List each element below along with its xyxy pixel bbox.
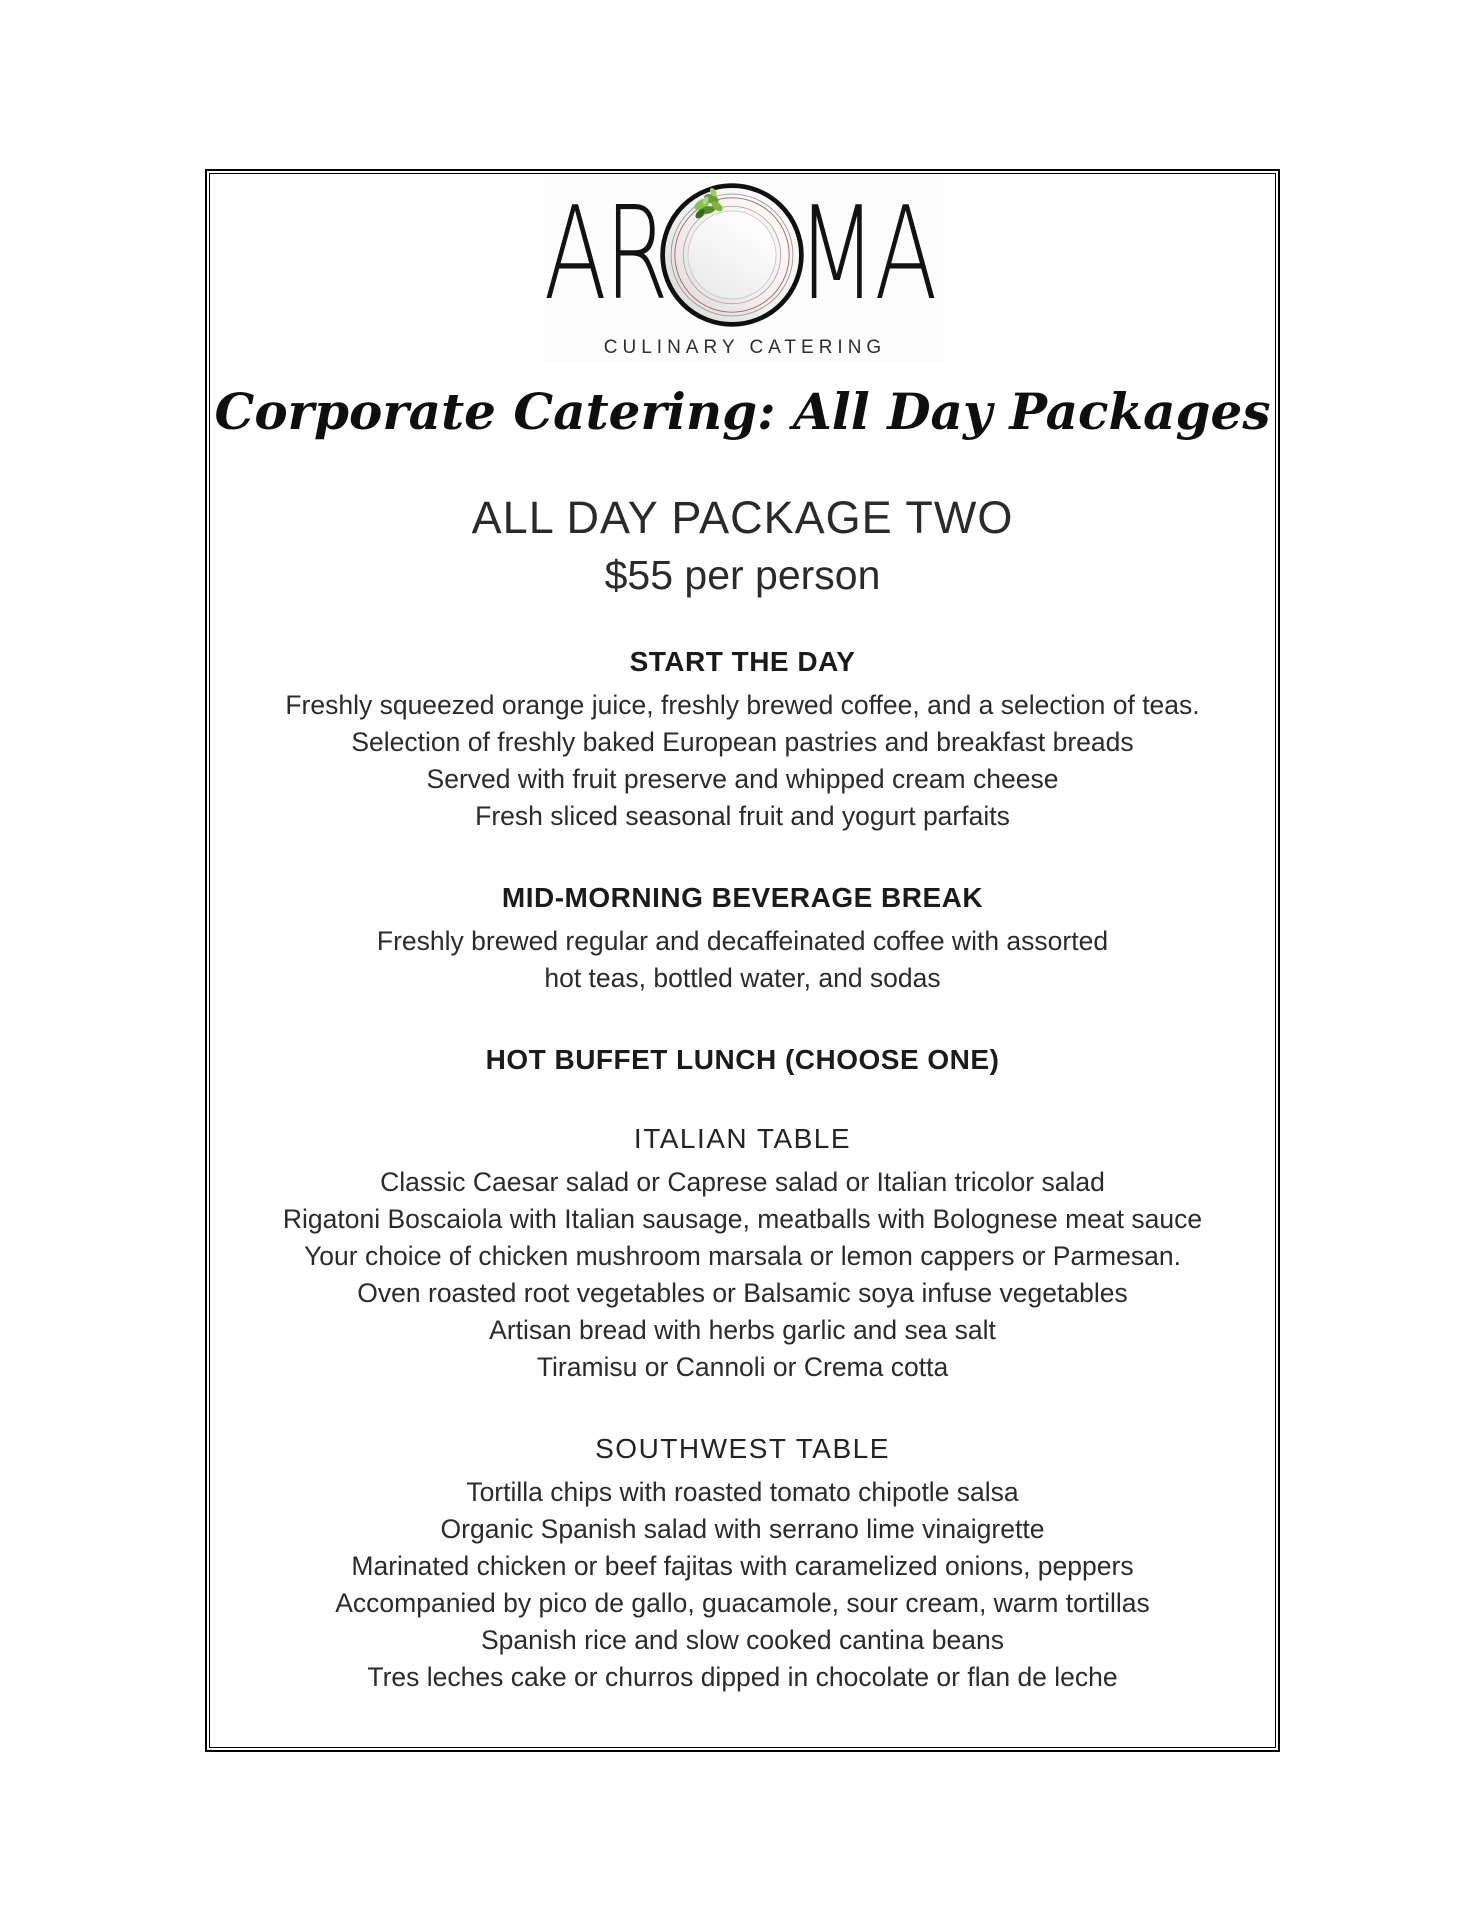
logo-tagline: CULINARY CATERING — [603, 337, 887, 358]
brand-wordmark — [543, 175, 943, 335]
menu-line: Tortilla chips with roasted tomato chipotle salsa — [466, 1476, 1019, 1507]
menu-sections — [205, 646, 1280, 1736]
menu-line: Organic Spanish salad with serrano lime vinaigrette — [440, 1513, 1045, 1544]
menu-section-italian-table — [205, 1123, 1280, 1386]
brand-logo — [543, 175, 943, 363]
wordmark-left-letters: AR — [543, 180, 667, 329]
section-heading-italian-table: ITALIAN TABLE — [633, 1122, 852, 1154]
menu-content — [205, 169, 1280, 1736]
menu-line: Spanish rice and slow cooked cantina beans — [481, 1624, 1004, 1655]
menu-line: Tiramisu or Cannoli or Crema cotta — [536, 1351, 949, 1382]
menu-line: Rigatoni Boscaiola with Italian sausage, meatballs with Bolognese meat sauce — [282, 1203, 1203, 1234]
menu-section-mid-morning-beverage-break — [205, 882, 1280, 997]
menu-line: Selection of freshly baked European pastries and breakfast breads — [351, 726, 1134, 757]
section-heading-southwest-table: SOUTHWEST TABLE — [595, 1432, 890, 1464]
plate-logo-icon — [657, 180, 807, 330]
section-heading-mid-morning-beverage-break: MID-MORNING BEVERAGE BREAK — [501, 881, 984, 913]
menu-line: Freshly squeezed orange juice, freshly brewed coffee, and a selection of teas. — [285, 689, 1200, 720]
package-title: ALL DAY PACKAGE TWO — [471, 491, 1014, 543]
package-price: $55 per person — [604, 551, 881, 598]
menu-line: Served with fruit preserve and whipped cream cheese — [426, 763, 1059, 794]
menu-line: Artisan bread with herbs garlic and sea salt — [489, 1314, 996, 1345]
menu-line: Fresh sliced seasonal fruit and yogurt parfaits — [475, 800, 1010, 831]
menu-section-hot-buffet-lunch — [205, 1044, 1280, 1076]
document-script-title: Corporate Catering: All Day Packages — [214, 382, 1271, 441]
menu-section-start-the-day — [205, 646, 1280, 835]
menu-line: Tres leches cake or churros dipped in chocolate or flan de leche — [367, 1661, 1118, 1692]
menu-line: Marinated chicken or beef fajitas with caramelized onions, peppers — [351, 1550, 1134, 1581]
menu-line: hot teas, bottled water, and sodas — [544, 962, 941, 993]
wordmark-right-letters: MA — [796, 180, 935, 329]
menu-line: Classic Caesar salad or Caprese salad or Italian tricolor salad — [380, 1166, 1105, 1197]
menu-line: Your choice of chicken mushroom marsala or lemon cappers or Parmesan. — [304, 1240, 1181, 1271]
menu-line: Accompanied by pico de gallo, guacamole, sour cream, warm tortillas — [335, 1587, 1150, 1618]
menu-line: Oven roasted root vegetables or Balsamic soya infuse vegetables — [357, 1277, 1128, 1308]
section-heading-hot-buffet-lunch: HOT BUFFET LUNCH (CHOOSE ONE) — [485, 1043, 1000, 1075]
menu-line: Freshly brewed regular and decaffeinated coffee with assorted — [376, 925, 1109, 956]
menu-section-southwest-table — [205, 1433, 1280, 1696]
section-heading-start-the-day: START THE DAY — [629, 645, 856, 677]
